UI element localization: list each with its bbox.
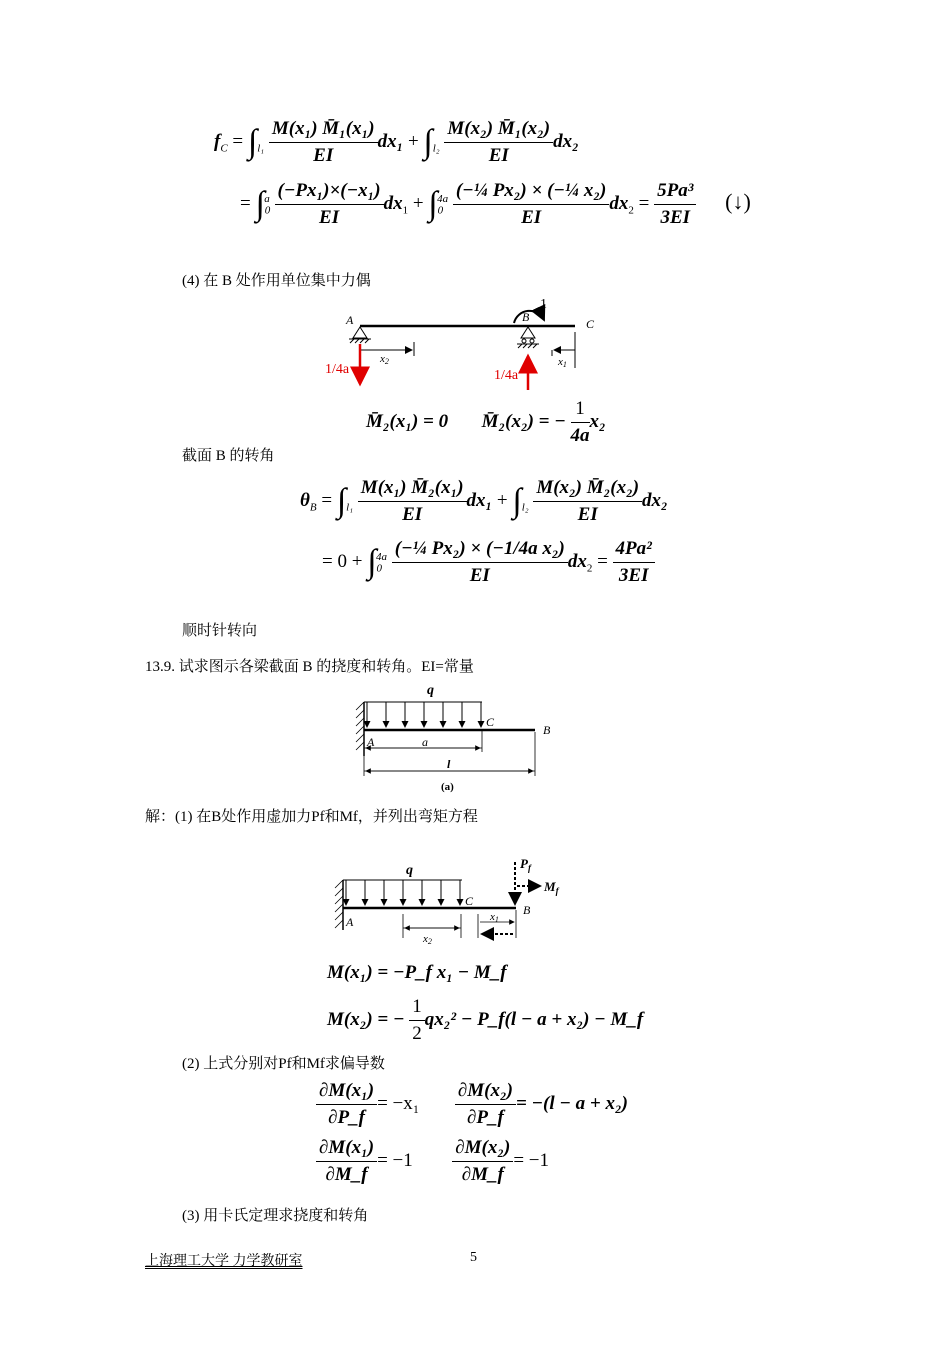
eq-fc-line2-term1-num: (−Px₁)×(−x₁): [275, 180, 384, 205]
eq-partial-p3-rhs: = −1: [377, 1149, 413, 1171]
eq-partial-p3: [316, 1137, 377, 1186]
eq-fc-line2-num-a: (−¼ Px₂): [455, 180, 527, 201]
eq-partial-p2-den: ∂P_f: [466, 1107, 504, 1128]
eq-theta-line2-den: EI: [469, 565, 490, 586]
eq-fc-line1: $f_C = \int_{l_1}$ $\frac{\text{M(x₁) M̄₁(x₁)}}{EI}$ $dx_1 + \int_{l_2}$ $\frac{\text{M(x₂) M̄₁(x₂)}}{EI}$ dx₂: [214, 118, 579, 166]
label-x1: x1: [558, 356, 567, 369]
eq-partial-row1: [316, 1080, 628, 1129]
eq-fc-term1-den: EI: [313, 145, 334, 166]
eq-m2-left: M̄₂(x₁) = 0: [366, 410, 449, 432]
eq-partial-p1-num: ∂M(x₁): [316, 1080, 377, 1105]
eq-fc-result: [654, 180, 696, 229]
eq-partial-p3-num: ∂M(x₁): [316, 1137, 377, 1162]
eq-moment-line1: M(x₁) = −P_f x₁ − M_f: [327, 962, 507, 983]
support-b-icon: [517, 327, 539, 348]
eq-theta-term1-num: M(x₁) M̄₂(x₁): [358, 477, 467, 502]
beam-diagram-unit-couple: [320, 292, 610, 397]
eq-fc-line2-term2-den: EI: [521, 207, 542, 228]
force-right-label: 1/4a: [494, 368, 519, 383]
step4-text: (4) 在 B 处作用单位集中力偶: [182, 273, 371, 289]
label-b: B: [523, 903, 531, 917]
eq-theta-term2-num: M(x₂) M̄₂(x₂): [533, 477, 642, 502]
eq-theta-term1-den: EI: [402, 504, 423, 525]
eq-fc-direction: (↓): [725, 188, 751, 214]
eq-partial-p1-rhs: = −x₁: [377, 1092, 420, 1114]
eq-m2-right-lhs: M̄₂(x₂) = −: [481, 410, 566, 432]
eq-theta-term2-tail: dx₂: [642, 489, 668, 511]
eq-theta-line1: $\theta_B = \int_{l_1}$ $\frac{\text{M(x₁) M̄₂(x₁)}}{EI}$ $dx_1 + \int_{l_2}$ $\frac{\text{M(x₂) M̄₂(x₂)}}{EI}$ dx₂: [300, 477, 668, 525]
eq-theta-line2-frac: $\frac{\text{(−¼ Px₂) × (−1/4a x₂)}}{EI}$: [392, 538, 568, 587]
label-x2: x2: [380, 353, 389, 366]
eq-fc-result-den: 3EI: [660, 207, 691, 228]
label-x1: x1: [490, 911, 499, 924]
caption-a: (a): [441, 781, 454, 793]
label-q: q: [406, 863, 413, 878]
eq-fc-lhs-sub: C: [220, 142, 228, 155]
label-a: A: [346, 915, 354, 929]
eq-fc-line2-term1: [275, 180, 384, 229]
eq-moment-line2-lhs: M(x₂) = −: [327, 1008, 405, 1030]
eq-theta-line2-num-b: (−1/4a x₂): [486, 538, 565, 559]
label-c: C: [586, 317, 595, 331]
force-left-label: 1/4a: [325, 362, 350, 377]
eq-fc-result-num: 5Pa³: [654, 180, 696, 205]
eq-theta-line2-prefix: = 0 +: [322, 550, 363, 572]
eq-partial-p1: [316, 1080, 377, 1129]
eq-moment-line2-frac: [409, 996, 425, 1045]
eq-fc-line2-term2: $\frac{\text{(−¼ Px₂) × (−¼ x₂)}}{EI}$: [453, 180, 610, 229]
eq-m2: [366, 398, 606, 447]
eq-theta-result: [613, 538, 655, 587]
step2-text: (2) 上式分别对Pf和Mf求偏导数: [182, 1056, 385, 1072]
eq-fc-line2-term1-den: EI: [319, 207, 340, 228]
label-b: B: [543, 723, 551, 737]
cantilever-diagram-virtual-loads: [330, 850, 580, 950]
page-number: 5: [470, 1250, 477, 1265]
eq-moment-line2-num: 1: [409, 996, 425, 1021]
eq-m2-num: 1: [571, 398, 590, 423]
label-a: A: [346, 313, 354, 327]
eq-fc-line2-num-b: (−¼ x₂): [547, 180, 607, 201]
eq-partial-p3-den: ∂M_f: [325, 1164, 368, 1185]
support-a-icon: [349, 327, 371, 343]
label-l: l: [447, 757, 451, 771]
label-x2: x2: [423, 933, 432, 946]
eq-partial-p4-den: ∂M_f: [461, 1164, 504, 1185]
label-b: B: [522, 310, 530, 324]
eq-partial-p2-num: ∂M(x₂): [455, 1080, 516, 1105]
section-b-text: 截面 B 的转角: [182, 448, 275, 464]
label-moment: 1: [540, 297, 547, 312]
eq-partial-p4-num: ∂M(x₂): [452, 1137, 513, 1162]
eq-theta-line2-num-a: (−¼ Px₂): [394, 538, 466, 559]
cantilever-diagram-a: [345, 680, 565, 795]
label-q: q: [427, 683, 434, 698]
eq-fc-term1: [269, 118, 378, 167]
eq-partial-p2-rhs: = −(l − a + x₂): [515, 1092, 628, 1114]
eq-m2-frac: [571, 398, 590, 447]
label-a-length: a: [422, 735, 428, 749]
label-mf: $M_f$: [544, 879, 559, 896]
clockwise-text: 顺时针转向: [182, 623, 258, 639]
label-c: C: [486, 715, 495, 729]
eq-moment-line2-tail: qx₂² − P_f(l − a + x₂) − M_f: [424, 1008, 644, 1030]
eq-fc-line2: = $\int_0^a$ $\frac{\text{(−Px₁)×(−x₁)}}{EI}$ $dx_1 + \int_0^{4a}$ $\frac{\text{(−¼ Px₂) × (−¼ x₂)}}{EI}$ $dx_2$ = $\frac{\text{5Pa³}}{3EI}$ (↓): [240, 180, 751, 228]
footer-left: 上海理工大学 力学教研室: [145, 1254, 303, 1269]
problem-title: 13.9. 试求图示各梁截面 B 的挠度和转角。EI=常量: [145, 659, 474, 675]
eq-partial-p4: [452, 1137, 513, 1186]
eq-fc-term2-den: EI: [488, 145, 509, 166]
eq-theta-term2: [533, 477, 642, 526]
eq-fc-term2-num: M(x₂) M̄₁(x₂): [444, 118, 553, 143]
eq-theta-result-den: 3EI: [618, 565, 649, 586]
eq-partial-p1-den: ∂P_f: [328, 1107, 365, 1128]
eq-partial-p4-rhs: = −1: [513, 1149, 549, 1171]
eq-theta-result-num: 4Pa²: [613, 538, 655, 563]
eq-moment-line2: [327, 996, 643, 1045]
eq-moment-line2-den: 2: [412, 1023, 422, 1044]
label-pf: $P_f$: [520, 856, 531, 873]
eq-theta-lhs: θ: [300, 489, 310, 511]
eq-m2-tail: x₂: [589, 410, 606, 432]
eq-partial-row2: [316, 1137, 549, 1186]
step3-text: (3) 用卡氏定理求挠度和转角: [182, 1208, 369, 1224]
eq-theta-term2-den: EI: [577, 504, 598, 525]
eq-fc-lhs: f: [214, 130, 221, 152]
eq-m2-den: 4a: [570, 425, 590, 446]
label-c: C: [465, 894, 474, 908]
eq-fc-term2-tail: dx₂: [553, 130, 579, 152]
solution-step1: 解：(1) 在B处作用虚加力Pf和Mf，并列出弯矩方程: [145, 809, 478, 825]
eq-fc-term1-num: M(x₁) M̄₁(x₁): [269, 118, 378, 143]
eq-fc-term2: [444, 118, 553, 167]
eq-theta-line2: = $0 + \int_0^{4a}$ $\frac{\text{(−¼ Px₂) × (−1/4a x₂)}}{EI}$ $dx_2$ = $\frac{\text{4Pa²}}{3EI}$: [322, 538, 655, 587]
label-a: A: [367, 735, 375, 749]
eq-theta-term1: [358, 477, 467, 526]
eq-theta-lhs-sub: B: [309, 501, 317, 514]
eq-fc-term1-tail: dx₁: [377, 130, 404, 152]
eq-theta-term1-tail: dx₁: [466, 489, 493, 511]
eq-partial-p2: [455, 1080, 516, 1129]
